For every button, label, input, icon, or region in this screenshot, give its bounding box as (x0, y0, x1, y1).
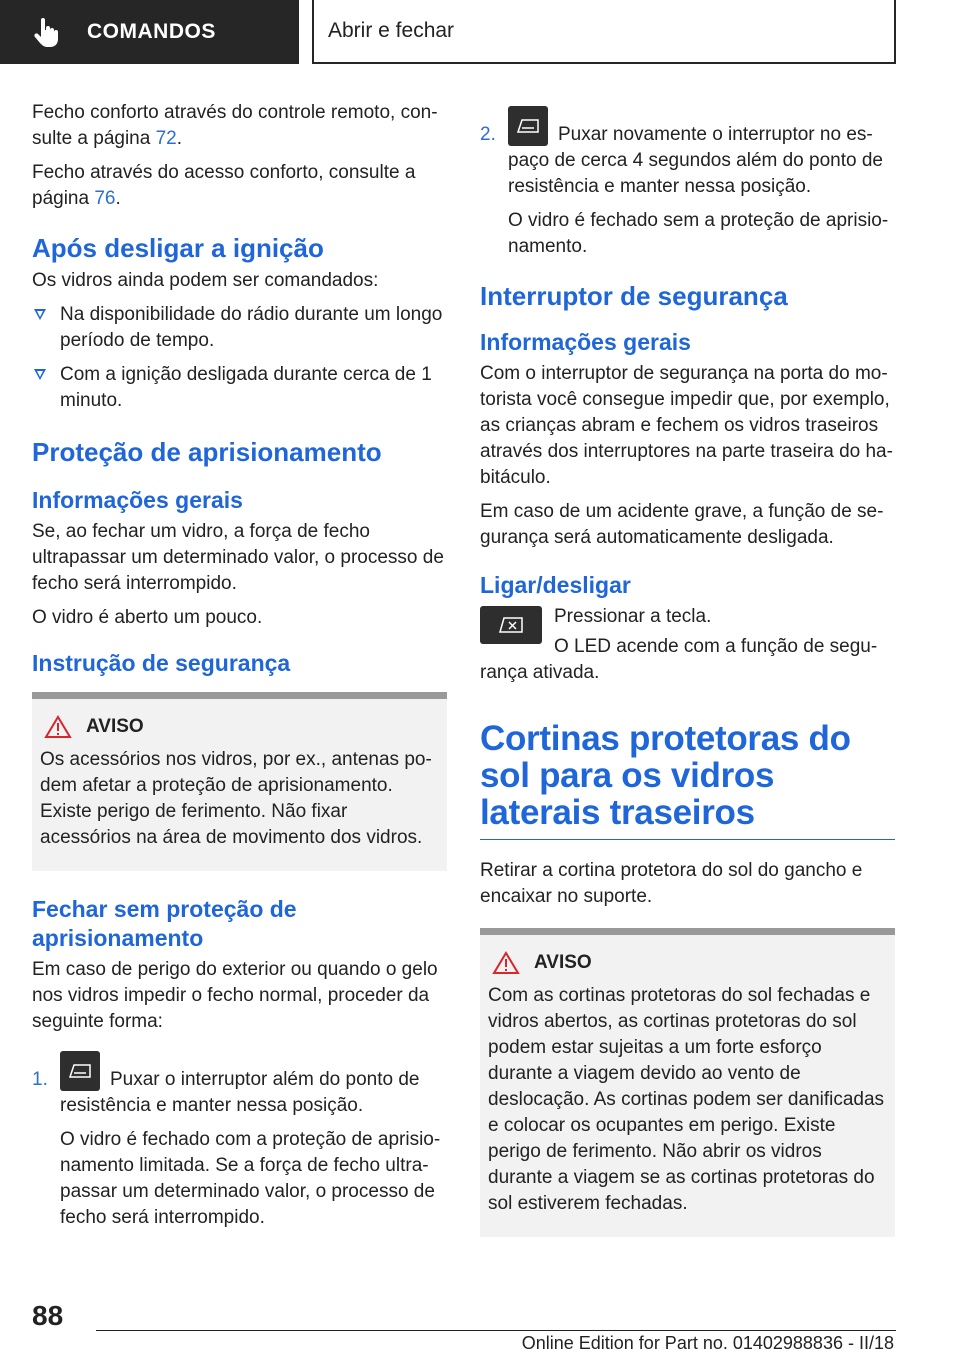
warning-text: Com as cortinas protetoras do sol fechadas e vidros abertos, as cortinas protetoras do sol podem estar sujeitas a um forte esforço durante a viagem devido ao vento de deslocação. As cortinas podem ser danificadas e colocar os ocupantes em perigo. Existe perigo de ferimento. Não abrir os vidros durante a viagem se as cortinas protetoras do sol estiverem fechadas. (488, 985, 885, 1214)
body-text: O LED acende com a função de segurança ativada. (480, 636, 878, 683)
body-text: Pressionar a tecla. (554, 606, 712, 627)
footer-edition: Online Edition for Part no. 01402988836 - II/18 (521, 1333, 894, 1353)
step-detail: O vidro é fechado sem a proteção de aprisionamento. (508, 210, 889, 257)
warning-text: Os acessórios nos vidros, por ex., antenas podem afetar a proteção de aprisionamento. Existe perigo de ferimento. Não fixar acessórios na área de movimento dos vidros. (40, 749, 432, 848)
body-text: O vidro é aberto um pouco. (32, 607, 263, 628)
footer-divider (96, 1330, 896, 1331)
warning-box (32, 692, 447, 871)
page-link[interactable]: 76 (94, 188, 116, 209)
section-label: COMANDOS (87, 20, 216, 43)
body-text: Retirar a cortina protetora do sol do gancho e encaixar no suporte. (480, 860, 863, 907)
body-text: Os vidros ainda podem ser comandados: (32, 270, 379, 291)
key-instruction (480, 604, 895, 648)
list-item: Com a ignição desligada durante cerca de 1 minuto. (32, 362, 447, 414)
triangle-bullet-icon (34, 369, 46, 380)
steps-list (480, 106, 895, 260)
heading-sunblinds: Cortinas protetoras do sol para os vidros laterais traseiros (480, 720, 895, 840)
warning-triangle-icon (492, 951, 520, 975)
window-switch-icon (60, 1051, 100, 1091)
child-lock-key-icon (480, 606, 542, 644)
step-detail: O vidro é fechado com a proteção de aprisionamento limitada. Se a força de fecho ultrapassar um determinado valor, o processo de fecho será interrompido. (60, 1129, 441, 1228)
subheading-general-info: Informações gerais (480, 329, 691, 355)
body-text: Com o interruptor de segurança na porta do motorista você consegue impedir que, por exemplo, as crianças abram e fechem os vidros traseiros através dos interruptores na parte traseira do habitáculo. (480, 363, 893, 488)
warning-box (480, 928, 895, 1237)
hand-pointer-icon (30, 16, 62, 48)
subheading-close-without-protection: Fechar sem proteção de aprisionamento (32, 896, 297, 951)
warning-label: AVISO (86, 716, 144, 737)
body-text: Em caso de perigo do exterior ou quando o gelo nos vidros impedir o fecho normal, proceder da seguinte forma: (32, 959, 438, 1032)
intro-paragraph: Fecho através do acesso conforto, consulte a página 76. (32, 162, 416, 209)
list-item: Na disponibilidade do rádio durante um longo período de tempo. (32, 302, 447, 354)
intro-paragraph: Fecho conforto através do controle remoto, consulte a página 72. (32, 102, 438, 149)
header-section-tab (0, 0, 299, 64)
subheading-on-off: Ligar/desligar (480, 572, 631, 598)
warning-header (40, 715, 439, 739)
window-switch-icon (508, 106, 548, 146)
step-item: 2. Puxar novamente o interruptor no espaço de cerca 4 segundos além do ponto de resistência e manter nessa posição. O vidro é fechado sem a proteção de aprisionamento. (480, 106, 895, 260)
body-text: Em caso de um acidente grave, a função de segurança será automaticamente desligada. (480, 501, 884, 548)
chapter-label: Abrir e fechar (328, 19, 455, 42)
subheading-general-info: Informações gerais (32, 487, 243, 513)
heading-pinch-protection: Proteção de aprisionamento (32, 437, 382, 467)
body-text: Se, ao fechar um vidro, a força de fecho ultrapassar um determinado valor, o processo de fecho será interrompido. (32, 521, 444, 594)
warning-label: AVISO (534, 952, 592, 973)
warning-triangle-icon (44, 715, 72, 739)
page-link[interactable]: 72 (155, 128, 177, 149)
step-item: 1. Puxar o interruptor além do ponto de resistência e manter nessa posição. O vidro é fechado com a proteção de aprisionamento limitada. Se a força de fecho ultrapassar um determinado valor, o processo de fecho será interrompido. (32, 1051, 447, 1231)
right-column (480, 100, 895, 1247)
bullet-list (32, 302, 447, 414)
subheading-safety-instruction: Instrução de segurança (32, 650, 291, 676)
warning-header (488, 951, 887, 975)
page-number: 88 (32, 1300, 64, 1331)
step-number: 2. (480, 124, 496, 145)
header-chapter-tab (312, 0, 896, 64)
heading-after-ignition: Após desligar a ignição (32, 233, 324, 263)
step-number: 1. (32, 1069, 48, 1090)
triangle-bullet-icon (34, 309, 46, 320)
left-column (32, 100, 447, 1239)
heading-safety-switch: Interruptor de segurança (480, 281, 788, 311)
steps-list (32, 1051, 447, 1231)
